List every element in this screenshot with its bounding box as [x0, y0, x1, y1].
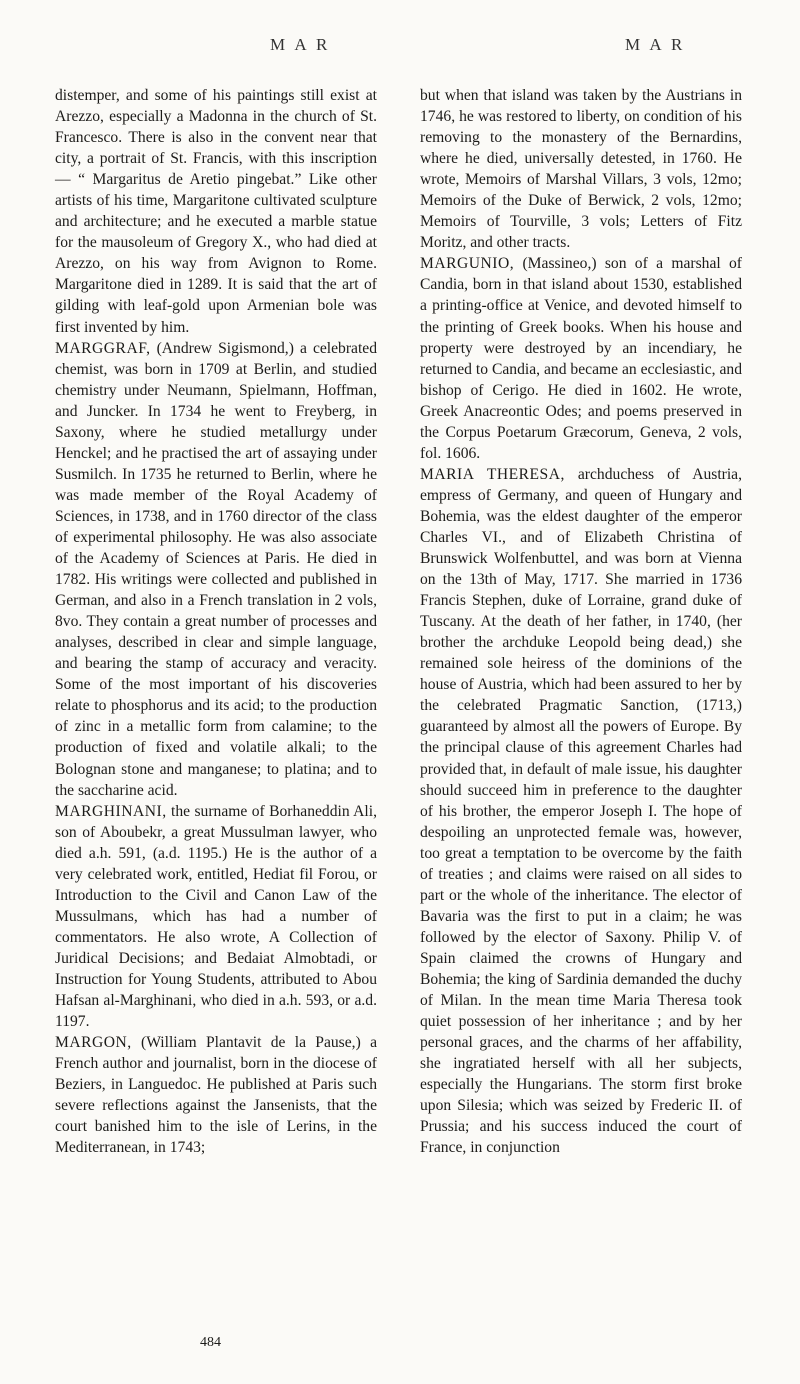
entry [55, 1032, 377, 1158]
entry-text: the surname of Borhaneddin Ali, son of Aboubekr, a great Mussulman lawyer, who died a.h. 591, (a.d. 1195.) He is the author of a very celebrated work, entitled, Hediat fil Forou, or Introduction to the Civil and Canon Law of the Mussulmans, which has had a number of commentators. He also wrote, A Collection of Juridical Decisions; and Bedaiat Almobtadi, or Instruction for Young Students, attributed to Abou Hafsan al-Marghinani, who died in a.h. 593, or a.d. 1197. [55, 802, 377, 1031]
entry-text: but when that island was taken by the Austrians in 1746, he was restored to liberty, on condition of his removing to the monastery of the Bernardins, where he died, universally detested, in 1760. He wrote, Memoirs of Marshal Villars, 3 vols, 12mo; Memoirs of the Duke of Berwick, 2 vols, 12mo; Memoirs of Tourville, 3 vols; Letters of Fitz Moritz, and other tracts. [420, 87, 742, 252]
entry [55, 85, 377, 338]
entry-text: distemper, and some of his paintings still exist at Arezzo, especially a Madonna in the church of St. Francesco. There is also in the convent near that city, a portrait of St. Francis, with this inscription— “ Margaritus de Aretio pingebat.” Like other artists of his time, Margaritone cultivated sculpture and architecture; and he executed a marble statue for the mausoleum of Gregory X., who had died at Arezzo, on his way from Avignon to Rome. Margaritone died in 1289. It is said that the art of gilding with leaf-gold upon Armenian bole was first invented by him. [55, 87, 377, 336]
running-header-left: M A R [270, 35, 331, 54]
entry-headword: MARGUNIO, [420, 255, 515, 273]
left-column [55, 85, 377, 1158]
entry-headword: MARGGRAF, [55, 339, 151, 357]
entry [55, 801, 377, 1033]
entry-text: (Andrew Sigismond,) a celebrated chemist, was born in 1709 at Berlin, and studied chemistry under Neumann, Spielmann, Hoffman, and Juncker. In 1734 he went to Freyberg, in Saxony, where he studied metallurgy under Henckel; and he practised the art of assaying under Susmilch. In 1735 he returned to Berlin, where he was made member of the Royal Academy of Sciences, in 1738, and in 1760 director of the class of experimental philosophy. He was also associate of the Academy of Sciences at Paris. He died in 1782. His writings were collected and published in German, and also in a French translation in 2 vols, 8vo. They contain a great number of processes and analyses, described in clear and simple language, and bearing the stamp of accuracy and veracity. Some of the most important of his discoveries relate to phosphorus and its acid; to the production of zinc in a metallic form from calamine; to the production of fixed and volatile alkali; to the Bolognan stone and manganese; to platina; and to the saccharine acid. [55, 339, 377, 799]
running-header-right: M A R [625, 35, 686, 54]
page-number: 484 [200, 1335, 221, 1350]
entry-text: (William Plantavit de la Pause,) a French author and journalist, born in the diocese of Beziers, in Languedoc. He published at Paris such severe reflections against the Jansenists, that the court banished him to the isle of Lerins, in the Mediterranean, in 1743; [55, 1034, 377, 1157]
entry-text: (Massineo,) son of a marshal of Candia, born in that island about 1530, established a printing-office at Venice, and devoted himself to the printing of Greek books. When his house and property were destroyed by an incendiary, he returned to Candia, and became an ecclesiastic, and bishop of Cerigo. He died in 1602. He wrote, Greek Anacreontic Odes; and poems preserved in the Corpus Poetarum Græcorum, Geneva, 2 vols, fol. 1606. [420, 255, 742, 462]
entry [420, 253, 742, 463]
right-column [420, 85, 742, 1158]
entry-text: archduchess of Austria, empress of Germany, and queen of Hungary and Bohemia, was the eldest daughter of the emperor Charles VI., and of Elizabeth Christina of Brunswick Wolfenbuttel, and was born at Vienna on the 13th of May, 1717. She married in 1736 Francis Stephen, duke of Lorraine, grand duke of Tuscany. At the death of her father, in 1740, (her brother the archduke Leopold being dead,) she remained sole heiress of the dominions of the house of Austria, which had been assured to her by the celebrated Pragmatic Sanction, (1713,) guaranteed by almost all the powers of Europe. By the principal clause of this agreement Charles had provided that, in default of male issue, his daughter should succeed him in preference to the daughter of his brother, the emperor Joseph I. The hope of despoiling an unprotected female was, however, too great a temptation to be overcome by the faith of treaties ; and claims were raised on all sides to part or the whole of the inheritance. The elector of Bavaria was the first to put in a claim; he was followed by the elector of Saxony. Philip V. of Spain claimed the crowns of Hungary and Bohemia; the king of Sardinia demanded the duchy of Milan. In the mean time Maria Theresa took quiet possession of her inheritance ; and by her personal graces, and the charms of her affability, she ingratiated herself with all her subjects, especially the Hungarians. The storm first broke upon Silesia; which was seized by Frederic II. of Prussia; and his success induced the court of France, in conjunction [420, 465, 742, 1157]
entry-headword: MARGON, [55, 1034, 132, 1052]
entry-headword: MARGHINANI, [55, 802, 167, 820]
entry [420, 85, 742, 253]
entry-headword: MARIA THERESA, [420, 465, 565, 483]
entry [420, 464, 742, 1159]
entry [55, 338, 377, 801]
